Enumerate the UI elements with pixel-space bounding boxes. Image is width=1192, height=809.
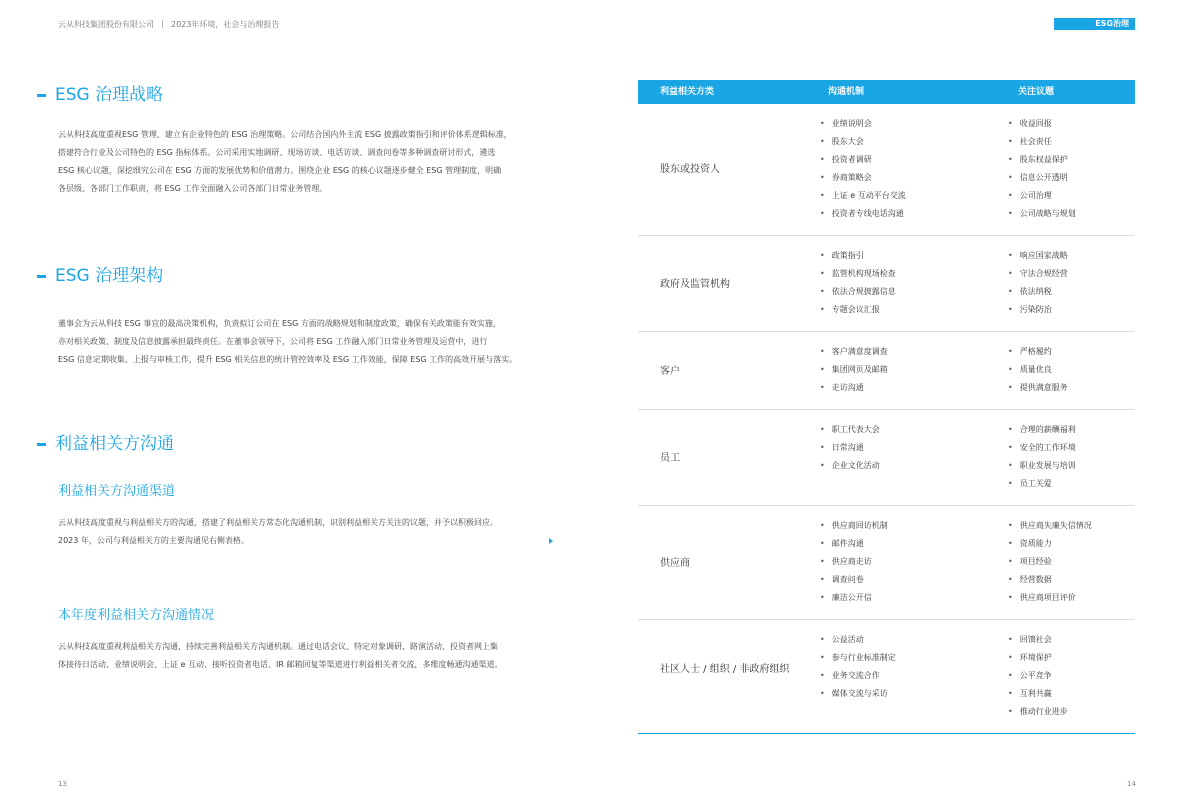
- table-row: [638, 236, 1135, 332]
- section-title-structure: [37, 261, 163, 286]
- strategy-paragraph: [58, 126, 558, 198]
- text-line: 搭建符合行业及公司特色的 ESG 指标体系。公司采用实地调研、现场访谈、电话访谈、调查问卷等多种调查研讨形式，遴选: [58, 148, 496, 157]
- list-item: • 日常沟通: [820, 439, 880, 457]
- table-row: [638, 620, 1135, 734]
- list-item: • 媒体交流与采访: [820, 685, 896, 703]
- topic-list: [1008, 343, 1068, 397]
- list-item: • 质量优良: [1008, 361, 1068, 379]
- mechanism-list: [820, 115, 906, 223]
- list-item: • 公司治理: [1008, 187, 1076, 205]
- list-item: • 上证 e 互动平台交流: [820, 187, 906, 205]
- row-category: 供应商: [660, 558, 690, 569]
- list-item: • 守法合规经营: [1008, 265, 1068, 283]
- list-item: • 公平竞争: [1008, 667, 1068, 685]
- topic-list: [1008, 421, 1076, 493]
- list-item: • 环境保护: [1008, 649, 1068, 667]
- list-item: • 调查问卷: [820, 571, 888, 589]
- list-item: • 资质能力: [1008, 535, 1092, 553]
- list-item: • 依法合规披露信息: [820, 283, 896, 301]
- list-item: • 供应商失廉失信情况: [1008, 517, 1092, 535]
- list-item: • 供应商项目评价: [1008, 589, 1092, 607]
- topic-list: [1008, 115, 1076, 223]
- running-header: [58, 19, 279, 30]
- list-item: • 集团网页及邮箱: [820, 361, 888, 379]
- title-dash: [37, 94, 46, 97]
- row-category: 政府及监管机构: [660, 279, 730, 290]
- section-title-strategy: [37, 80, 163, 105]
- stakeholder-table: [638, 80, 1135, 734]
- mechanism-list: [820, 343, 888, 397]
- list-item: • 邮件沟通: [820, 535, 888, 553]
- page-number-right: 14: [1127, 780, 1136, 788]
- topic-list: [1008, 247, 1068, 319]
- list-item: • 安全的工作环境: [1008, 439, 1076, 457]
- header-divider: [162, 20, 163, 28]
- list-item: • 业务交流合作: [820, 667, 896, 685]
- list-item: • 信息公开透明: [1008, 169, 1076, 187]
- list-item: • 股东权益保护: [1008, 151, 1076, 169]
- list-item: • 供应商回访机制: [820, 517, 888, 535]
- text-line: 云从科技高度重视与利益相关方的沟通，搭建了利益相关方常态化沟通机制，识别利益相关方关注的议题，并予以积极回应。: [58, 518, 498, 527]
- list-item: • 项目经验: [1008, 553, 1092, 571]
- list-item: • 污染防治: [1008, 301, 1068, 319]
- report-name: 2023年环境，社会与治理报告: [171, 20, 280, 29]
- header-topics: 关注议题: [1018, 87, 1055, 97]
- text-line: 亦对相关政策、制度及信息披露承担最终责任。在董事会领导下，公司将 ESG 工作融入部门日常业务管理及运营中，进行: [58, 337, 488, 346]
- list-item: • 走访沟通: [820, 379, 888, 397]
- title-dash: [37, 275, 46, 278]
- row-category: 员工: [660, 453, 680, 464]
- list-item: • 投资者专线电话沟通: [820, 205, 906, 223]
- table-row: [638, 104, 1135, 236]
- list-item: • 公司战略与规划: [1008, 205, 1076, 223]
- text-line: 各层级、各部门工作职责，将 ESG 工作全面融入公司各部门日常业务管理。: [58, 184, 328, 193]
- header-category: 利益相关方类: [660, 87, 715, 97]
- page-number-left: 13: [58, 780, 67, 788]
- mechanism-list: [820, 421, 880, 475]
- section-title-strategy-text: ESG 治理战略: [55, 85, 164, 105]
- row-category: 社区人士 / 组织 / 非政府组织: [660, 664, 790, 675]
- text-line: 云从科技高度重视利益相关方沟通，持续完善利益相关方沟通机制。通过电话会议、特定对象调研、路演活动、投资者网上集: [58, 642, 498, 651]
- mechanism-list: [820, 517, 888, 607]
- table-row: [638, 332, 1135, 410]
- list-item: • 响应国家战略: [1008, 247, 1068, 265]
- list-item: • 业绩说明会: [820, 115, 906, 133]
- row-category: 客户: [660, 366, 680, 377]
- list-item: • 股东大会: [820, 133, 906, 151]
- list-item: • 依法纳税: [1008, 283, 1068, 301]
- list-item: • 社会责任: [1008, 133, 1076, 151]
- list-item: • 廉洁公开信: [820, 589, 888, 607]
- list-item: • 职工代表大会: [820, 421, 880, 439]
- list-item: • 投资者调研: [820, 151, 906, 169]
- table-header: [638, 80, 1135, 104]
- list-item: • 公益活动: [820, 631, 896, 649]
- arrow-right-icon: [549, 538, 553, 544]
- list-item: • 客户满意度调查: [820, 343, 888, 361]
- list-item: • 回馈社会: [1008, 631, 1068, 649]
- header-mechanism: 沟通机制: [828, 87, 865, 97]
- mechanism-list: [820, 631, 896, 703]
- list-item: • 政策指引: [820, 247, 896, 265]
- table-row: [638, 506, 1135, 620]
- section-title-stakeholder: [37, 429, 174, 454]
- list-item: • 严格履约: [1008, 343, 1068, 361]
- list-item: • 监管机构现场检查: [820, 265, 896, 283]
- list-item: • 券商策略会: [820, 169, 906, 187]
- annual-paragraph: [58, 638, 558, 674]
- channels-paragraph: [58, 514, 558, 550]
- subtitle-channels: 利益相关方沟通渠道: [58, 484, 176, 499]
- list-item: • 提供满意服务: [1008, 379, 1068, 397]
- list-item: • 企业文化活动: [820, 457, 880, 475]
- section-title-stakeholder-text: 利益相关方沟通: [55, 434, 174, 454]
- subtitle-annual: 本年度利益相关方沟通情况: [58, 608, 215, 623]
- title-dash: [37, 443, 46, 446]
- structure-paragraph: [58, 315, 558, 369]
- text-line: 董事会为云从科技 ESG 事宜的最高决策机构，负责拟订公司在 ESG 方面的战略规划和制度政策，确保有关政策能有效实施，: [58, 319, 501, 328]
- list-item: • 经营数据: [1008, 571, 1092, 589]
- list-item: • 收益回报: [1008, 115, 1076, 133]
- list-item: • 职业发展与培训: [1008, 457, 1076, 475]
- company-name: 云从科技集团股份有限公司: [58, 20, 154, 29]
- text-line: ESG 信息定期收集、上报与审核工作，提升 ESG 相关信息的统计管控效率及 ESG 工作效能，保障 ESG 工作的高效开展与落实。: [58, 355, 518, 364]
- list-item: • 推动行业进步: [1008, 703, 1068, 721]
- mechanism-list: [820, 247, 896, 319]
- list-item: • 供应商走访: [820, 553, 888, 571]
- text-line: 体接待日活动、业绩说明会、上证 e 互动、接听投资者电话、IR 邮箱回复等渠道进行利益相关者交流，多维度畅通沟通渠道。: [58, 660, 503, 669]
- section-tag: ESG治理: [1054, 18, 1135, 30]
- list-item: • 员工关爱: [1008, 475, 1076, 493]
- table-row: [638, 410, 1135, 506]
- list-item: • 合理的薪酬福利: [1008, 421, 1076, 439]
- text-line: ESG 核心议题，深挖细究公司在 ESG 方面的发展优势和价值潜力。围绕企业 ESG 的核心议题逐步健全 ESG 管理制度，明确: [58, 166, 502, 175]
- list-item: • 互利共赢: [1008, 685, 1068, 703]
- section-title-structure-text: ESG 治理架构: [55, 266, 164, 286]
- list-item: • 参与行业标准制定: [820, 649, 896, 667]
- topic-list: [1008, 631, 1068, 721]
- text-line: 2023 年，公司与利益相关方的主要沟通见右侧表格。: [58, 536, 249, 545]
- row-category: 股东或投资人: [660, 164, 720, 175]
- topic-list: [1008, 517, 1092, 607]
- text-line: 云从科技高度重视ESG 管理，建立有企业特色的 ESG 治理策略。公司结合国内外主流 ESG 披露政策指引和评价体系逻辑标准，: [58, 130, 512, 139]
- list-item: • 专题会议汇报: [820, 301, 896, 319]
